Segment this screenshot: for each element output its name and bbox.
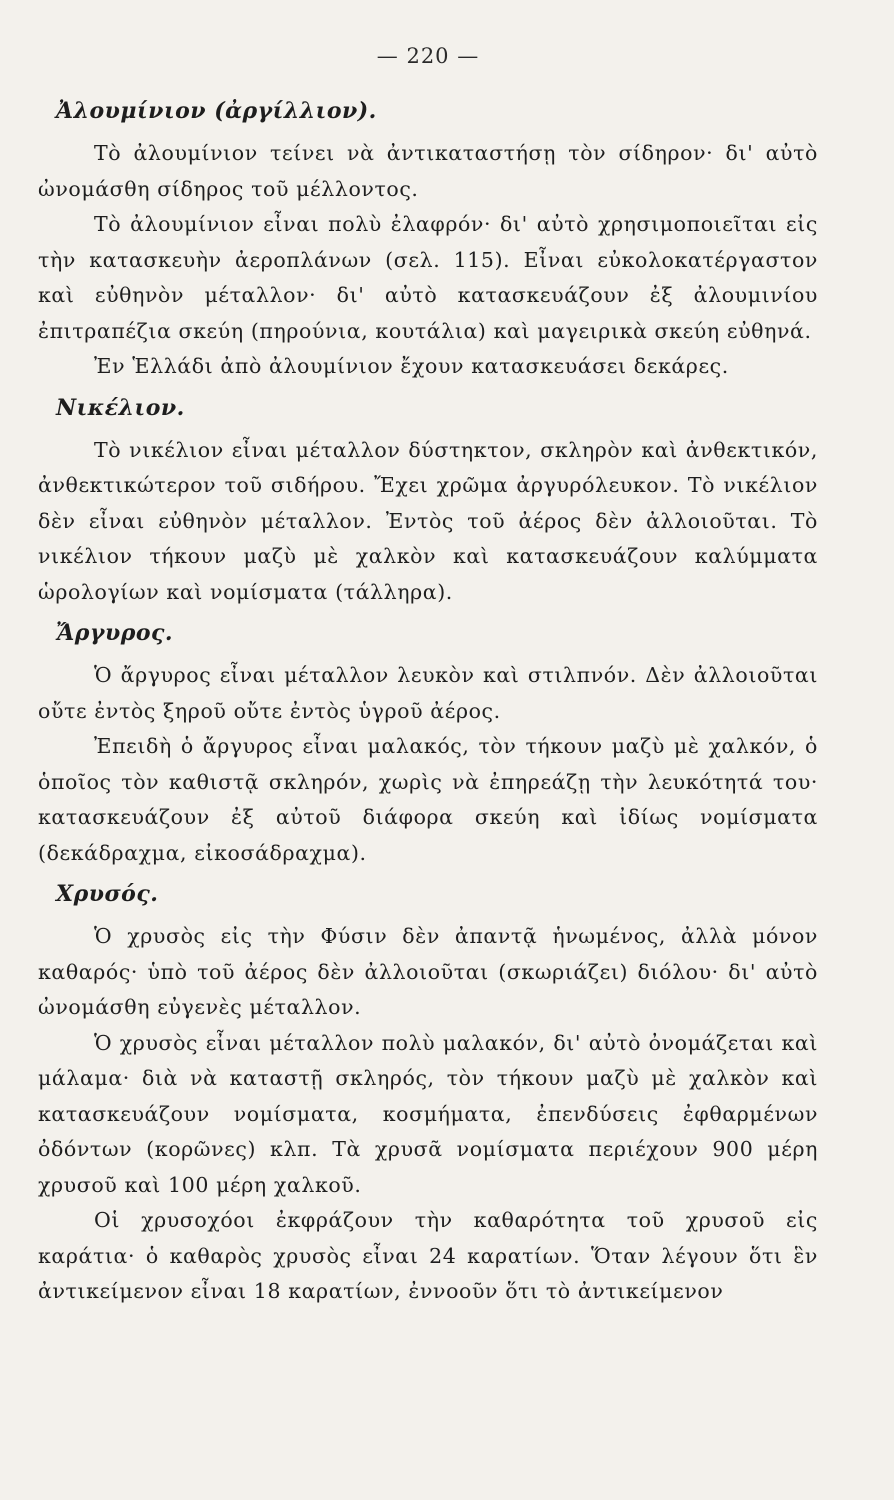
section-silver	[38, 620, 818, 871]
section-heading: Νικέλιον.	[56, 394, 185, 421]
section-heading: Ἄργυρος.	[56, 620, 174, 646]
paragraph: Τὸ ἀλουμίνιον εἶναι πολὺ ἐλαφρόν· δι' αὐτὸ χρησιμοποιεῖται εἰς τὴν κατασκευὴν ἀεροπλάνων (σελ. 115). Εἶναι εὐκολοκατέργαστον καὶ εὐθηνὸν μέταλλον· δι' αὐτὸ κατασκευάζουν ἐξ ἀλουμινίου ἐπιτραπέζια σκεύη (πηρούνια, κουτάλια) καὶ μαγειρικὰ σκεύη εὐθηνά.	[38, 212, 818, 343]
paragraph: Ὁ χρυσὸς εἶναι μέταλλον πολὺ μαλακόν, δι' αὐτὸ ὀνομάζεται καὶ μάλαμα· διὰ νὰ καταστῇ σκληρός, τὸν τήκουν μαζὺ μὲ χαλκὸν καὶ κατασκευάζουν νομίσματα, κοσμήματα, ἐπενδύσεις ἐφθαρμένων ὀδόντων (κορῶνες) κλπ. Τὰ χρυσᾶ νομίσματα περιέχουν 900 μέρη χρυσοῦ καὶ 100 μέρη χαλκοῦ.	[38, 1030, 818, 1197]
paragraph: Οἱ χρυσοχόοι ἐκφράζουν τὴν καθαρότητα τοῦ χρυσοῦ εἰς καράτια· ὁ καθαρὸς χρυσὸς εἶναι 24 καρατίων. Ὅταν λέγουν ὅτι ἓν ἀντικείμενον εἶναι 18 καρατίων, ἐννοοῦν ὅτι τὸ ἀντικείμενον	[38, 1208, 818, 1303]
paragraph: Ὁ χρυσὸς εἰς τὴν Φύσιν δὲν ἀπαντᾷ ἡνωμένος, ἀλλὰ μόνον καθαρός· ὑπὸ τοῦ ἀέρος δὲν ἀλλοιοῦται (σκωριάζει) διόλου· δι' αὐτὸ ὠνομάσθη εὐγενὲς μέταλλον.	[38, 924, 818, 1019]
paragraph: Ὁ ἄργυρος εἶναι μέταλλον λευκὸν καὶ στιλπνόν. Δὲν ἀλλοιοῦται οὔτε ἐντὸς ξηροῦ οὔτε ἐντὸς ὑγροῦ ἀέρος.	[38, 663, 818, 723]
section-gold	[38, 881, 818, 1310]
paragraph: Τὸ νικέλιον εἶναι μέταλλον δύστηκτον, σκληρὸν καὶ ἀνθεκτικόν, ἀνθεκτικώτερον τοῦ σιδήρου. Ἔχει χρῶμα ἀργυρόλευκον. Τὸ νικέλιον δὲν εἶναι εὐθηνὸν μέταλλον. Ἐντὸς τοῦ ἀέρος δὲν ἀλλοιοῦται. Τὸ νικέλιον τήκουν μαζὺ μὲ χαλκὸν καὶ κατασκευάζουν καλύμματα ὡρολογίων καὶ νομίσματα (τάλληρα).	[38, 437, 818, 604]
paragraph: Ἐπειδὴ ὁ ἄργυρος εἶναι μαλακός, τὸν τήκουν μαζὺ μὲ χαλκόν, ὁ ὁποῖος τὸν καθιστᾷ σκληρόν, χωρὶς νὰ ἐπηρεάζῃ τὴν λευκότητά του· κατασκευάζουν ἐξ αὐτοῦ διάφορα σκεύη καὶ ἰδίως νομίσματα (δεκάδραχμα, εἰκοσάδραχμα).	[38, 734, 818, 865]
page-number: — 220 —	[376, 44, 480, 68]
paragraph: Ἐν Ἑλλάδι ἀπὸ ἀλουμίνιον ἔχουν κατασκευάσει δεκάρες.	[94, 354, 729, 378]
section-heading: Χρυσός.	[56, 881, 159, 907]
paragraph: Τὸ ἀλουμίνιον τείνει νὰ ἀντικαταστήσῃ τὸν σίδηρον· δι' αὐτὸ ὠνομάσθη σίδηρος τοῦ μέλλοντος.	[38, 141, 818, 201]
section-nickel	[38, 395, 818, 611]
section-heading: Ἀλουμίνιον (ἀργίλλιον).	[56, 98, 377, 124]
section-aluminium	[38, 98, 818, 385]
